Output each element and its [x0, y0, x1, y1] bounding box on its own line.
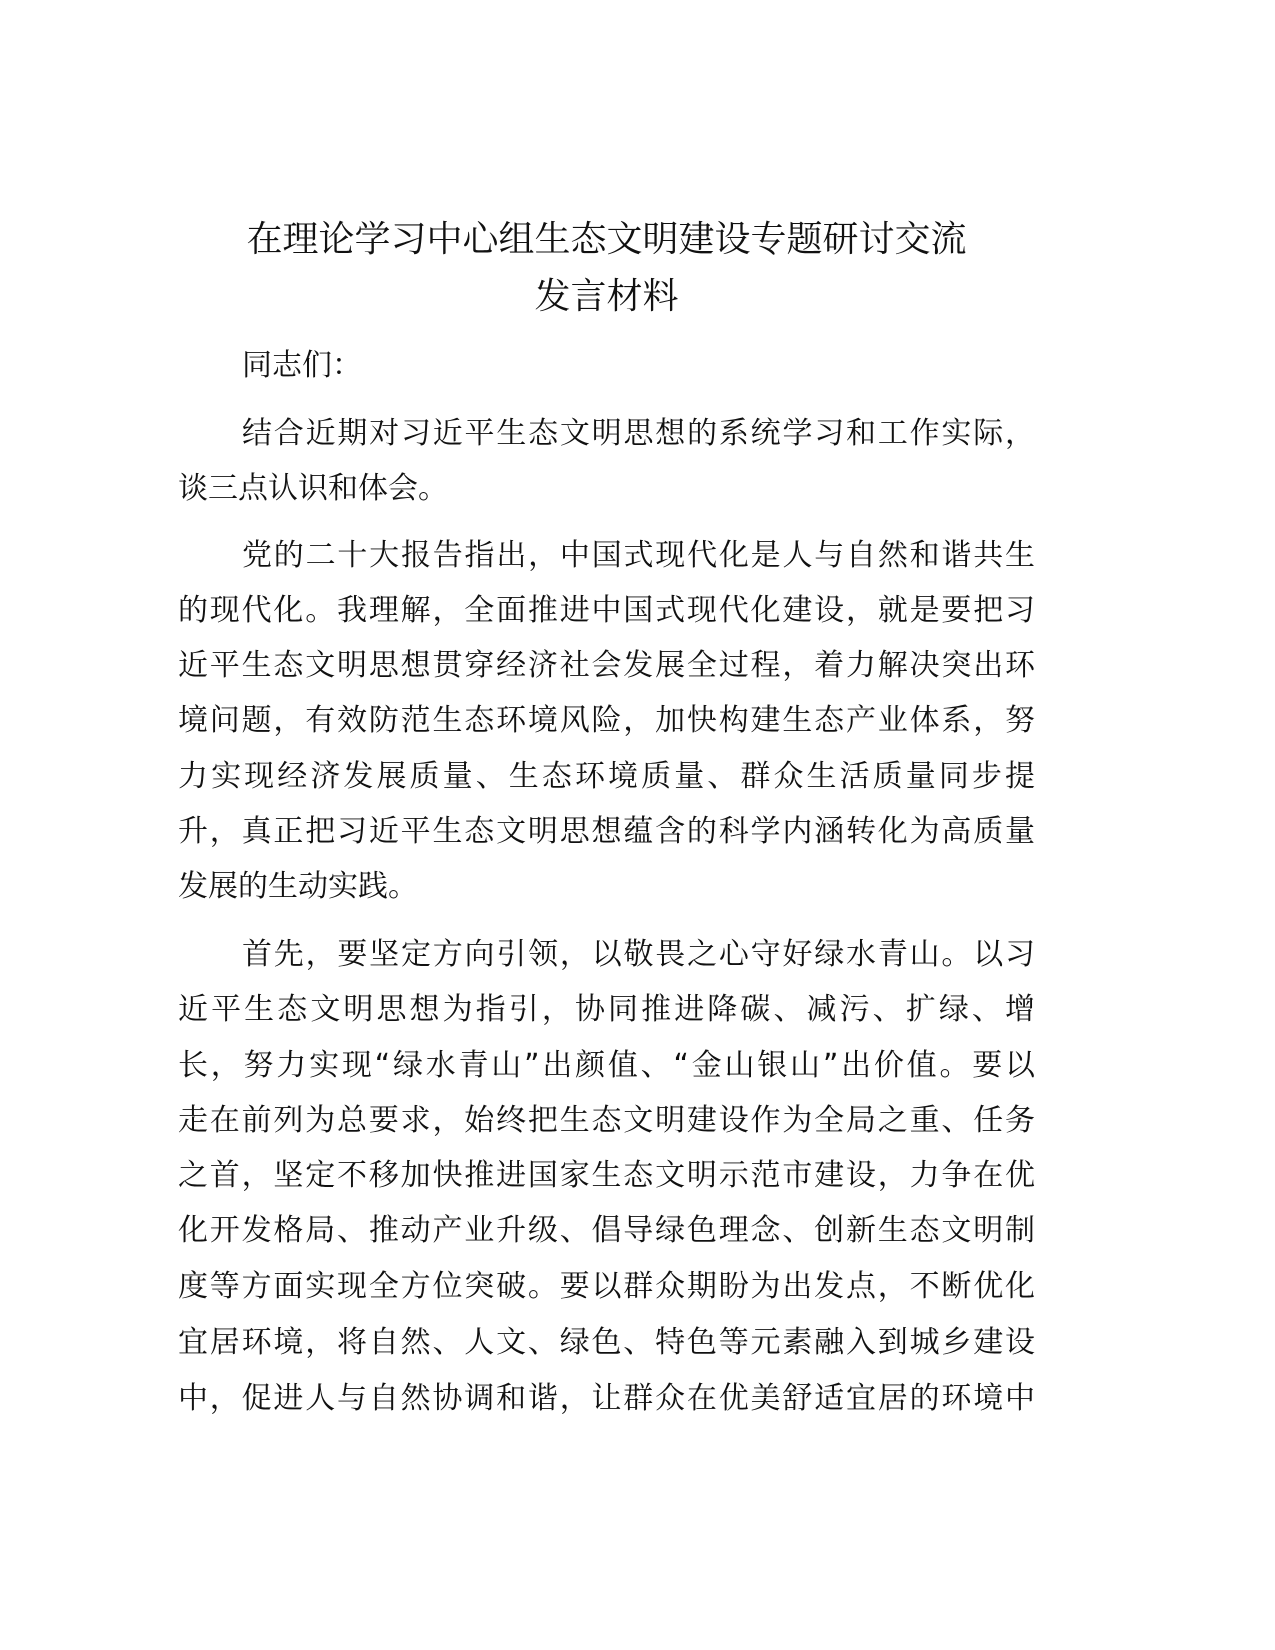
text-line: 力实现经济发展质量、生态环境质量、群众生活质量同步提: [178, 759, 1035, 794]
text-line: 长，努力实现“绿水青山”出颜值、“金山银山”出价值。要以: [178, 1048, 1035, 1083]
text-line: 结合近期对习近平生态文明思想的系统学习和工作实际，: [242, 416, 1035, 451]
text-line: 近平生态文明思想贯穿经济社会发展全过程，着力解决突出环: [178, 648, 1035, 683]
text-line: 党的二十大报告指出，中国式现代化是人与自然和谐共生: [242, 538, 1035, 573]
text-line: 之首，坚定不移加快推进国家生态文明示范市建设，力争在优: [178, 1158, 1035, 1193]
text-line: 度等方面实现全方位突破。要以群众期盼为出发点，不断优化: [178, 1269, 1035, 1304]
text-line: 的现代化。我理解，全面推进中国式现代化建设，就是要把习: [178, 593, 1035, 628]
text-line: 发展的生动实践。: [178, 869, 418, 904]
text-line: 升，真正把习近平生态文明思想蕴含的科学内涵转化为高质量: [178, 814, 1035, 849]
text-line: 首先，要坚定方向引领，以敬畏之心守好绿水青山。以习: [242, 937, 1035, 972]
document-title-line-2: 发言材料: [534, 276, 679, 317]
document-title-line-1: 在理论学习中心组生态文明建设专题研讨交流: [246, 219, 967, 260]
text-line: 近平生态文明思想为指引，协同推进降碳、减污、扩绿、增: [178, 992, 1035, 1027]
text-line: 中，促进人与自然协调和谐，让群众在优美舒适宜居的环境中: [178, 1381, 1035, 1416]
salutation: 同志们：: [242, 348, 362, 383]
text-line: 境问题，有效防范生态环境风险，加快构建生态产业体系，努: [178, 703, 1035, 738]
text-line: 走在前列为总要求，始终把生态文明建设作为全局之重、任务: [178, 1103, 1035, 1138]
text-line: 化开发格局、推动产业升级、倡导绿色理念、创新生态文明制: [178, 1213, 1035, 1248]
text-line: 谈三点认识和体会。: [178, 471, 448, 506]
text-line: 宜居环境，将自然、人文、绿色、特色等元素融入到城乡建设: [178, 1325, 1035, 1360]
